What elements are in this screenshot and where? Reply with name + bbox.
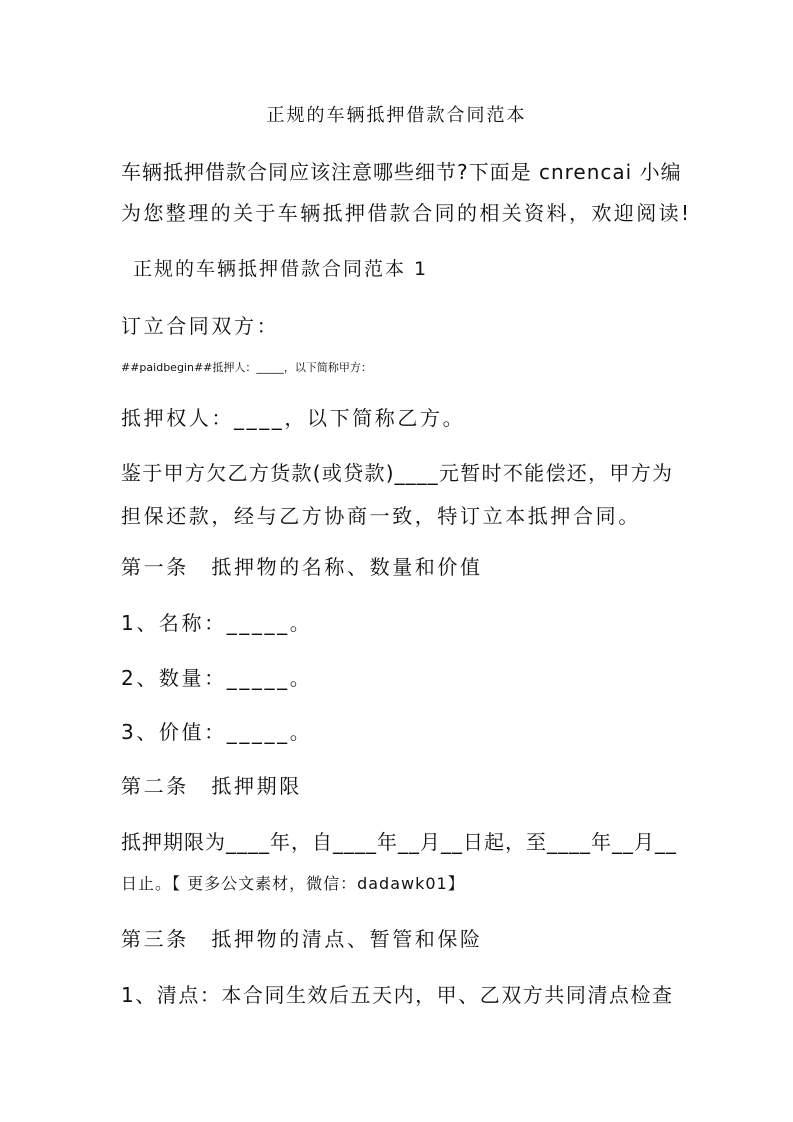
article-1-heading: 第一条 抵押物的名称、数量和价值 — [121, 555, 483, 579]
article-3-heading: 第三条 抵押物的清点、暂管和保险 — [121, 927, 483, 951]
article-1-item-1: 1、名称：_____。 — [121, 611, 313, 635]
article-2-heading: 第二条 抵押期限 — [121, 774, 302, 798]
article-2-line-2: 日止。【 更多公文素材，微信：dadawk01】 — [121, 874, 465, 893]
intro-line-2: 为您整理的关于车辆抵押借款合同的相关资料，欢迎阅读! — [121, 201, 692, 225]
mortgagee-line: 抵押权人：____，以下简称乙方。 — [121, 406, 466, 430]
article-2-line-1: 抵押期限为____年，自____年__月__日起，至____年__月__ — [121, 830, 677, 854]
intro-line-1: 车辆抵押借款合同应该注意哪些细节?下面是 cnrencai 小编 — [121, 160, 682, 184]
recital-line-2: 担保还款，经与乙方协商一致，特订立本抵押合同。 — [121, 504, 641, 528]
paid-begin-line: ##paidbegin##抵押人：_____，以下简称甲方： — [121, 361, 372, 374]
article-1-item-2: 2、数量：_____。 — [121, 666, 313, 690]
document-title: 正规的车辆抵押借款合同范本 — [266, 105, 527, 126]
article-1-item-3: 3、价值：_____。 — [121, 720, 313, 744]
recital-line-1: 鉴于甲方欠乙方货款(或贷款)____元暂时不能偿还，甲方为 — [121, 461, 673, 485]
section-subtitle: 正规的车辆抵押借款合同范本 1 — [133, 258, 429, 280]
article-3-item-1: 1、清点：本合同生效后五天内，甲、乙双方共同清点检查 — [121, 983, 673, 1007]
parties-heading: 订立合同双方： — [121, 314, 280, 338]
